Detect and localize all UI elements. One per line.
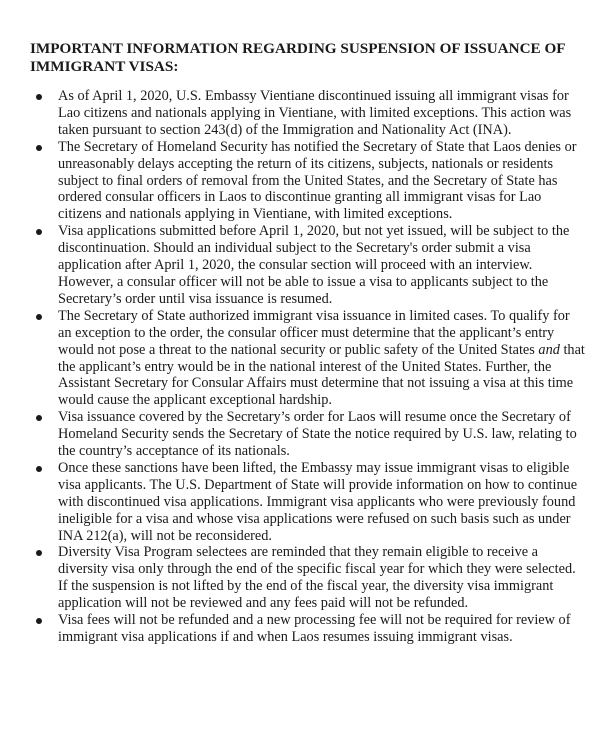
bullet-icon: [36, 415, 42, 421]
bullet-text: The Secretary of Homeland Security has notified the Secretary of State that Laos denies or unreasonably delays accepting the return of its citizens, subjects, nationals or residents subject to final orders of removal from the United States, and the Secretary of State has ordered consular officers in Laos to discontinue granting all immigrant visas for Lao citizens and nationals applying in Vientiane, with limited exceptions.: [58, 138, 577, 223]
bullet-text-emphasis: and: [538, 341, 560, 358]
bullet-text-before: The Secretary of State authorized immigrant visa issuance in limited cases. To qualify for an exception to the order, the consular officer must determine that the applicant’s entry would not pose a threat to the national security or public safety of the United States: [58, 307, 570, 358]
bullet-icon: [36, 229, 42, 235]
list-item: [30, 223, 586, 308]
bullet-text: Once these sanctions have been lifted, the Embassy may issue immigrant visas to eligible visa applicants. The U.S. Department of State will provide information on how to continue with discontinued visa applications. Immigrant visa applicants who were previously found ineligible for a visa and whose visa applications were refused on such basis such as under INA 212(a), will not be reconsidered.: [58, 459, 578, 544]
bullet-icon: [36, 314, 42, 320]
bullet-list: [30, 88, 586, 646]
bullet-icon: [36, 618, 42, 624]
bullet-icon: [36, 94, 42, 100]
list-item: [30, 308, 586, 409]
bullet-text: Visa issuance covered by the Secretary’s order for Laos will resume once the Secretary of Homeland Security sends the Secretary of State the notice required by U.S. law, relating to the country’s acceptance of its nationals.: [58, 409, 577, 460]
bullet-text: Diversity Visa Program selectees are reminded that they remain eligible to receive a diversity visa only through the end of the specific fiscal year for which they were selected. If the suspension is not lifted by the end of the fiscal year, the diversity visa immigrant application will not be reviewed and any fees paid will not be refunded.: [58, 544, 576, 612]
bullet-text-after: that the applicant’s entry would be in the national interest of the United States. Further, the Assistant Secretary for Consular Affairs must determine that not issuing a visa at this time would cause the applicant exceptional hardship.: [58, 341, 585, 409]
bullet-text: As of April 1, 2020, U.S. Embassy Vientiane discontinued issuing all immigrant visas for Lao citizens and nationals applying in Vientiane, with limited exceptions. This action was taken pursuant to section 243(d) of the Immigration and Nationality Act (INA).: [58, 88, 572, 138]
bullet-icon: [36, 550, 42, 556]
document-title: IMPORTANT INFORMATION REGARDING SUSPENSION OF ISSUANCE OF IMMIGRANT VISAS:: [30, 40, 566, 75]
bullet-text: Visa applications submitted before April 1, 2020, but not yet issued, will be subject to the discontinuation. Should an individual subject to the Secretary's order submit a visa application after April 1, 2020, the consular section will proceed with an interview. However, a consular officer will not be able to issue a visa to applicants subject to the Secretary’s order until visa issuance is resumed.: [58, 223, 570, 307]
list-item: [30, 88, 586, 139]
bullet-icon: [36, 466, 42, 472]
bullet-icon: [36, 145, 42, 151]
list-item: [30, 544, 586, 612]
list-item: [30, 460, 586, 545]
list-item: [30, 139, 586, 224]
bullet-text: Visa fees will not be refunded and a new processing fee will not be required for review of immigrant visa applications if and when Laos resumes issuing immigrant visas.: [58, 612, 571, 645]
list-item: [30, 612, 586, 646]
list-item: [30, 409, 586, 460]
